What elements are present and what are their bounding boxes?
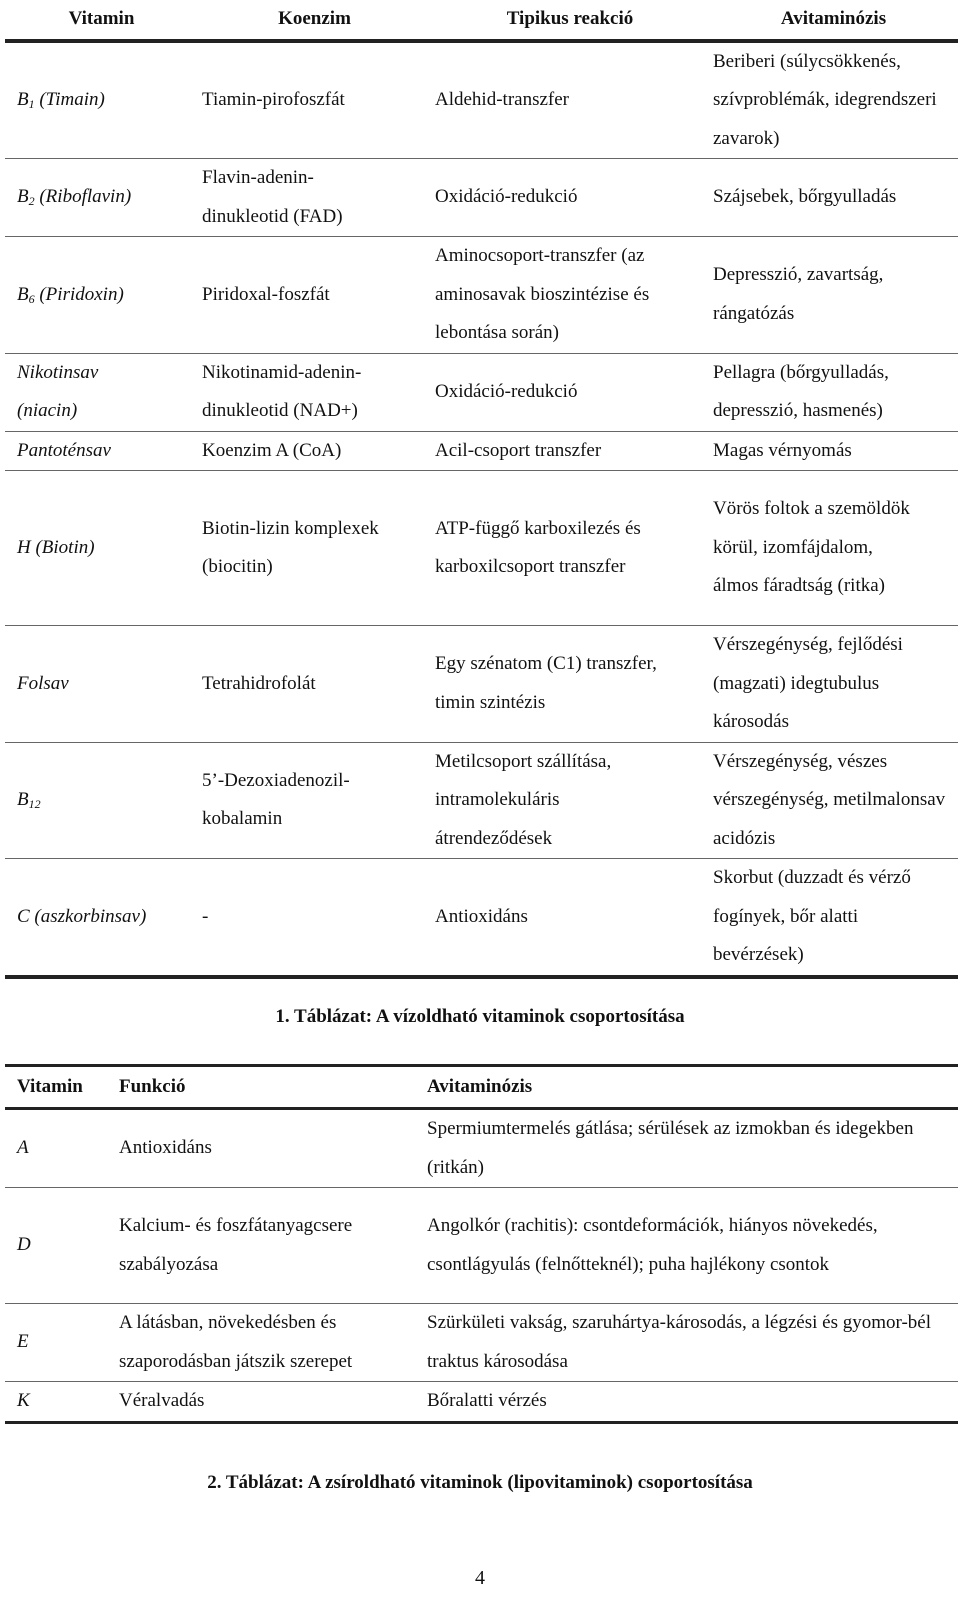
function-cell: Véralvadás [119, 1390, 205, 1411]
header-function: Funkció [119, 1075, 186, 1097]
vitamin-cell: Nikotinsav (niacin) [17, 361, 99, 421]
vitamin-cell: Pantoténsav [17, 439, 111, 461]
avitaminosis-cell: Szájsebek, bőrgyulladás [713, 186, 897, 208]
table-1-caption: 1. Táblázat: A vízoldható vitaminok csoportosítása [275, 1006, 685, 1027]
avitaminosis-cell: Depresszió, zavartság, rángatózás [713, 264, 884, 324]
vitamin-cell: H (Biotin) [17, 536, 95, 558]
coenzyme-cell: Biotin-lizin komplexek (biocitin) [202, 517, 379, 577]
avitaminosis-cell: Spermiumtermelés gátlása; sérülések az izmokban és idegekben (ritkán) [427, 1118, 914, 1178]
reaction-cell: Oxidáció-redukció [435, 380, 578, 402]
reaction-cell: Antioxidáns [435, 905, 528, 927]
table-header-row [5, 1066, 958, 1109]
reaction-cell: Aldehid-transzfer [435, 89, 569, 110]
table-row [5, 471, 958, 626]
reaction-cell: Egy szénatom (C1) transzfer, timin szintézis [435, 653, 657, 713]
coenzyme-cell: Tetrahidrofolát [202, 672, 316, 694]
avitaminosis-cell: Pellagra (bőrgyulladás, depresszió, hasmenés) [713, 361, 889, 421]
avitaminosis-cell: Szürkületi vakság, szaruhártya-károsodás, a légzési és gyomor-bél traktus károsodása [427, 1312, 932, 1372]
reaction-cell: Oxidáció-redukció [435, 186, 578, 208]
avitaminosis-cell: Bőralatti vérzés [427, 1390, 547, 1411]
coenzyme-cell: Nikotinamid-adenin-dinukleotid (NAD+) [202, 361, 362, 421]
vitamin-cell: A [17, 1137, 29, 1159]
table-row [5, 237, 958, 354]
coenzyme-cell: Flavin-adenin-dinukleotid (FAD) [202, 167, 343, 227]
function-cell: Antioxidáns [119, 1137, 212, 1159]
table-row [5, 1382, 958, 1423]
page-number: 4 [475, 1567, 485, 1589]
table-row [5, 159, 958, 237]
coenzyme-cell: Koenzim A (CoA) [202, 439, 342, 461]
water-soluble-vitamins-table [5, 0, 958, 979]
header-vitamin: Vitamin [17, 1075, 83, 1097]
avitaminosis-cell: Skorbut (duzzadt és vérző fogínyek, bőr alatti bevérzések) [713, 867, 911, 965]
vitamin-cell: Folsav [17, 672, 69, 694]
avitaminosis-cell: Angolkór (rachitis): csontdeformációk, hiányos növekedés, csontlágyulás (felnőtteknél); puha hajlékony csontok [427, 1215, 878, 1275]
header-vitamin: Vitamin [68, 8, 135, 29]
reaction-cell: Aminocsoport-transzfer (az aminosavak bioszintézise és lebontása során) [435, 245, 650, 343]
vitamin-cell: $B_2$ (Riboflavin) [17, 186, 132, 209]
table-header-row [5, 0, 958, 41]
coenzyme-cell: Tiamin-pirofoszfát [202, 89, 345, 110]
reaction-cell: Metilcsoport szállítása, intramolekuláris átrendeződések [435, 750, 612, 849]
table-row [5, 859, 958, 977]
coenzyme-cell: 5’-Dezoxiadenozil-kobalamin [202, 769, 350, 830]
avitaminosis-cell: Vérszegénység, vészes vérszegénység, metilmalonsav acidózis [713, 750, 946, 849]
vitamin-cell: K [17, 1390, 30, 1411]
vitamin-cell: C (aszkorbinsav) [17, 905, 147, 927]
header-avitaminosis: Avitaminózis [427, 1075, 533, 1097]
table-row [5, 431, 958, 471]
avitaminosis-cell: Magas vérnyomás [713, 439, 852, 461]
fat-soluble-vitamins-table [5, 1064, 958, 1424]
vitamin-cell: $B_1$ (Timain) [17, 89, 105, 111]
table-row [5, 1109, 958, 1188]
coenzyme-cell: Piridoxal-foszfát [202, 283, 330, 305]
vitamin-cell: D [17, 1234, 31, 1256]
vitamin-cell: $B_6$ (Piridoxin) [17, 283, 124, 306]
reaction-cell: Acil-csoport transzfer [435, 439, 602, 461]
table-row [5, 353, 958, 431]
table-row [5, 41, 958, 159]
function-cell: Kalcium- és foszfátanyagcsere szabályozása [119, 1215, 353, 1275]
avitaminosis-cell: Beriberi (súlycsökkenés, szívproblémák, idegrendszeri zavarok) [713, 50, 937, 149]
coenzyme-cell: - [202, 905, 209, 927]
table-row [5, 1188, 958, 1304]
avitaminosis-cell: Vörös foltok a szemöldök körül, izomfájdalom, álmos fáradtság (ritka) [713, 498, 910, 597]
avitaminosis-cell: Vérszegénység, fejlődési (magzati) idegtubulus károsodás [713, 634, 903, 732]
function-cell: A látásban, növekedésben és szaporodásban játszik szerepet [119, 1312, 353, 1372]
vitamin-cell: $B_{12}$ [17, 789, 41, 811]
table-row [5, 742, 958, 859]
reaction-cell: ATP-függő karboxilezés és karboxilcsoport transzfer [435, 517, 641, 577]
table-row [5, 626, 958, 743]
table-row [5, 1304, 958, 1382]
header-coenzyme: Koenzim [278, 8, 351, 29]
header-avitaminosis: Avitaminózis [780, 8, 887, 29]
header-reaction: Tipikus reakció [506, 8, 634, 29]
table-2-caption: 2. Táblázat: A zsíroldható vitaminok (lipovitaminok) csoportosítása [207, 1472, 753, 1493]
vitamin-cell: E [17, 1331, 29, 1353]
